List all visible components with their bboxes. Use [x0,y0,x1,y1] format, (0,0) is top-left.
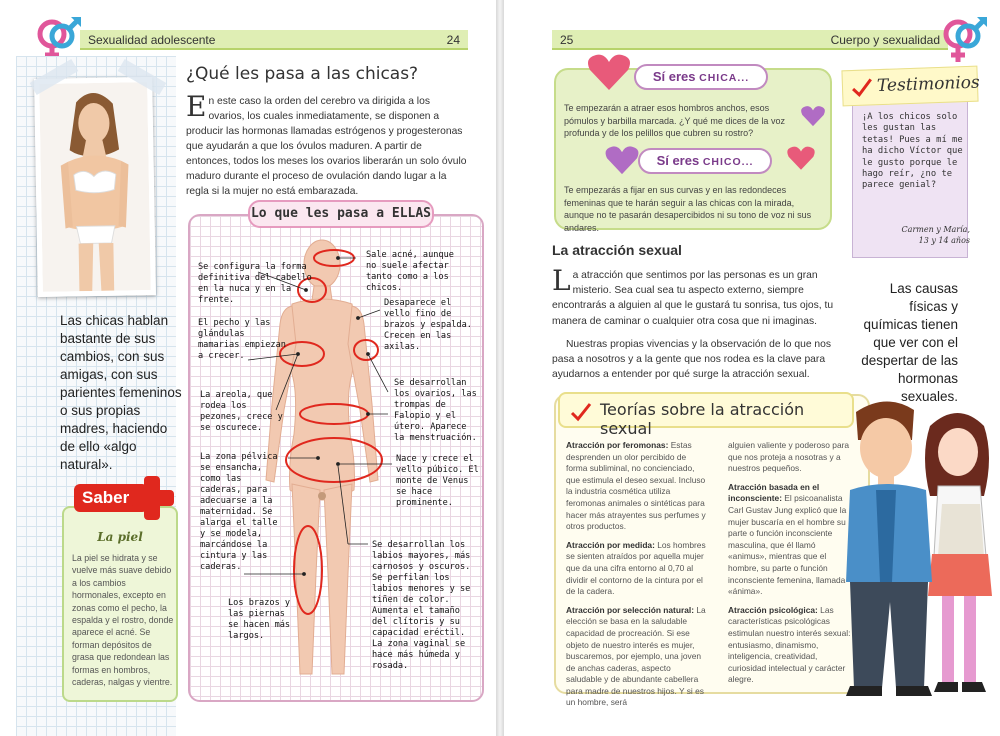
signature-line-2: 13 y 14 años [918,236,970,245]
right-page-number: 25 [560,33,574,47]
testimonios-text: ¡A los chicos solo les gustan las tetas! Pues a mí me ha dicho Víctor que le gusto porque le hago reír, ¿no te parece genial? [862,112,963,191]
heart-icon [586,52,632,92]
si-eres-chica-label [634,64,768,90]
teoria-item [566,540,706,598]
testimonios-signature [880,224,970,246]
left-intro [186,90,468,199]
si-chica-text: Te empezarán a atraer esos hombros anchos, esos pómulos y barbilla marcada. ¿Y qué me dices de la voz profunda y de los pelillos que cubren su rostro? [564,103,785,139]
left-heading: ¿Qué les pasa a las chicas? [186,64,419,84]
left-intro-text: n este caso la orden del cerebro va dirigida a los ovarios, los cuales inmediatamente, se disponen a producir las hormonas llamadas estrógenos y progesteronas que ayudarán a que los óvulos maduren. A partir de entonces, todos los meses los ovarios liberarán un solo óvulo maduro durante el proceso de ovulación dando lugar a la regla si la mujer no está embarazada. [186,96,467,197]
book-gutter [496,0,504,736]
saber-badge [72,474,178,522]
teorias-column-1 [566,440,706,716]
gender-symbols-icon [936,12,990,66]
saber-title: La piel [97,530,143,544]
saber-text: La piel se hidrata y se vuelve más suave debido a los cambios hormonales, excepto en zonas como el pecho, la espalda y el rostro, donde aparece el acné. Se forman depósitos de grasa que redondean las formas en hombros, caderas, nalgas y vientre. [72,553,174,688]
si-chica-word: CHICA... [699,72,750,84]
heart-icon [786,144,816,172]
left-side-text: Las chicas hablan bastante de sus cambios, con sus amigas, con sus parientes femeninos o sus propias madres, haciendo de ello «algo natural». [60,313,182,472]
testimonios-title: Testimonios [876,72,981,97]
teoria-head: Atracción por selección natural: [566,604,694,615]
si-chica-prefix: Sí eres [652,69,696,84]
teoria-text: El psicoanalista Carl Gustav Jung explicó que la mujer buscaría en el hombre su parte o función inconsciente masculina, que él llamó «animus», mientras que el hombre, su parte o función inconsciente femenina, llamada «ánima». [728,493,847,597]
annotation-acne: Sale acné, aunque no suele afectar tanto como a los chicos. [366,250,454,293]
annotation-limbs: Los brazos y las piernas se hacen más largos. [228,598,291,641]
annotation-ovaries: Se desarrollan los ovarios, las trompas de Falopio y el útero. Aparece la menstruación. [394,378,477,443]
atraccion-body [552,264,848,390]
teoria-text: La elección se basa en la saludable capacidad de procreación. Si ese objeto de nuestro interés es mujer, buscaremos, por ejemplo, una joven de anchas caderas, aspecto saludable y de abundante cabellera para madre de nuestros hijos. Y si es un hombre, será [566,604,706,708]
right-header-bar [552,30,948,50]
right-page [504,0,1000,736]
teoria-head: Atracción basada en el inconsciente: [728,481,820,504]
si-eres-chico-label [638,148,772,174]
testimonios-header [841,66,981,107]
girl-photo [34,77,156,297]
teoria-text: Las características psicológicas estimulan nuestro interés sexual: entusiasmo, dinamismo, inteligencia, creatividad, curiosidad intelectual y carácter alegre. [728,604,851,685]
annotation-pubic: Nace y crece el vello púbico. El monte de Venus se hace prominente. [396,454,479,508]
teorias-title: Teorías sobre la atracción sexual [600,400,805,438]
signature-line-1: Carmen y María, [901,225,970,234]
si-chico-prefix: Sí eres [656,153,700,168]
checkmark-icon [851,76,874,99]
atraccion-heading: La atracción sexual [552,242,682,258]
annotation-hair: Se configura la forma definitiva del cabello en la nuca y en la frente. [198,262,312,305]
couple-illustration [834,386,1000,704]
teoria-head: Atracción psicológica: [728,604,818,615]
atraccion-p2: Nuestras propias vivencias y la observación de lo que nos pasa a nosotros y a la gente que nos rodea es la clave para ayudarnos a entender por qué surge la atracción sexual. [552,338,832,381]
atraccion-p1: a atracción que sentimos por las personas es un gran misterio. Sea cual sea tu aspecto externo, siempre encontrarás a alguien al que le gustará tu sonrisa, tus ojos, tu manera de caminar o cualquier otra cosa que ni imaginas. [552,270,834,327]
teoria-text: alguien valiente y poderoso para que nos proteja a nosotras y a nuestros pequeños. [728,440,850,474]
right-header-title: Cuerpo y sexualidad [830,33,940,47]
annotation-areola: La areola, que rodea los pezones, crece y se oscurece. [200,390,283,433]
si-chico-text: Te empezarás a fijar en sus curvas y en las redondeces femeninas que te harán seguir a las chicas con la mirada, aunque no te pasarán desapercibidos ni su tono de voz ni sus andares. [564,185,812,233]
annotation-chest: El pecho y las glándulas mamarias empiezan a crecer. [198,318,286,361]
left-page [0,0,496,736]
saber-badge-label: Saber [82,488,130,507]
dropcap: L [552,264,571,297]
diagram-title: Lo que les pasa a ELLAS [248,200,434,228]
teoria-text: Los hombres se sienten atraídos por aquella mujer que da una cifra entorno al 0,70 al dividir el contorno de la cintura por el de la cadera. [566,539,706,597]
left-page-number: 24 [446,33,460,47]
dropcap: E [186,90,207,123]
annotation-pelvis: La zona pélvica se ensancha, como las caderas, para adecuarse a la maternidad. Se alarga el talle y se modela, marcándose la cintura y las caderas. [200,452,278,572]
checkmark-icon [570,401,592,423]
teoria-item [566,605,706,709]
teoria-text: Estas desprenden un olor percibido de forma subliminal, no concienciado, que estimula el deseo sexual. Incluso la industria cosmética utiliza feromonas animales o sintéticas para hacer más atrayentes sus perfumes y otros productos. [566,440,706,532]
teoria-head: Atracción por feromonas: [566,440,669,450]
left-header-title: Sexualidad adolescente [88,33,216,47]
heart-icon [604,144,640,176]
teorias-header [558,392,854,438]
annotation-labia: Se desarrollan los labios mayores, más carnosos y oscuros. Se perfilan los labios menores y se tiñen de color. Aumenta el tamaño del clítoris y su capacidad eréctil. La zona vaginal se hace más húmeda y rosada. [372,540,471,671]
heart-icon [800,104,826,128]
si-chico-word: CHICO... [702,156,754,168]
annotation-body-hair: Desaparece el vello fino de brazos y espalda. Crecen en las axilas. [384,298,472,352]
teoria-item [566,440,706,533]
teoria-head: Atracción por medida: [566,539,655,550]
side-quote: Las causas físicas y químicas tienen que ver con el despertar de las hormonas sexuales. [861,281,958,404]
left-header-bar [80,30,468,50]
saber-box [62,506,178,702]
